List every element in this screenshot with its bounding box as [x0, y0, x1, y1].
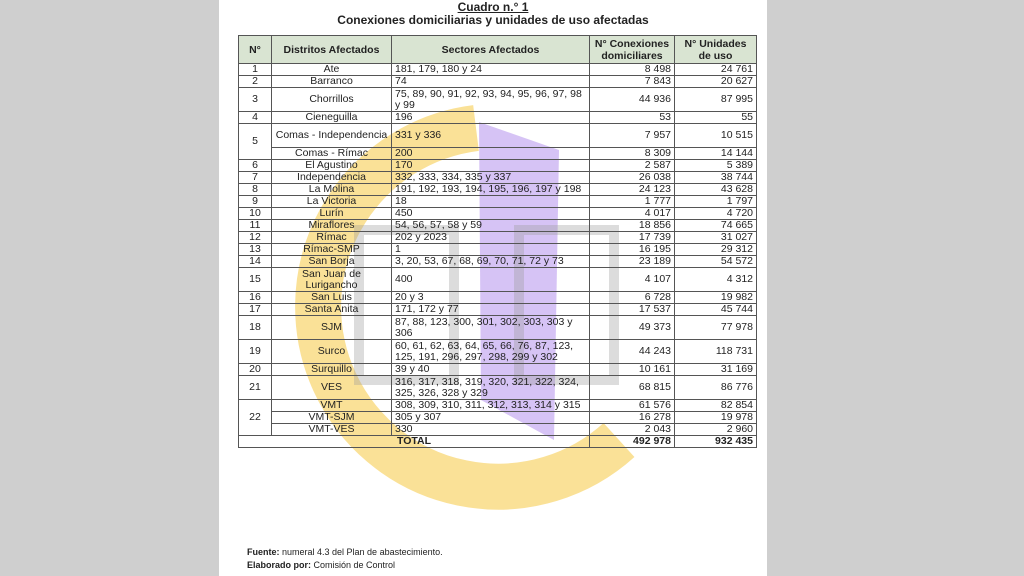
row-units: 19 982	[675, 292, 757, 304]
row-number: 20	[239, 364, 272, 376]
row-sectors: 316, 317, 318, 319, 320, 321, 322, 324, 325, 326, 328 y 329	[392, 376, 590, 400]
row-sectors: 74	[392, 76, 590, 88]
row-district: SJM	[272, 316, 392, 340]
row-units: 43 628	[675, 184, 757, 196]
document-page	[219, 0, 767, 576]
table-row	[239, 412, 757, 424]
row-units: 54 572	[675, 256, 757, 268]
table-body	[239, 64, 757, 448]
table-row	[239, 88, 757, 112]
row-number: 9	[239, 196, 272, 208]
row-units: 4 720	[675, 208, 757, 220]
table-row	[239, 112, 757, 124]
table-header-row	[239, 36, 757, 64]
row-number: 21	[239, 376, 272, 400]
row-number: 15	[239, 268, 272, 292]
table-row	[239, 268, 757, 292]
row-number: 2	[239, 76, 272, 88]
header-district: Distritos Afectados	[272, 36, 392, 64]
row-sectors: 18	[392, 196, 590, 208]
row-sectors: 181, 179, 180 y 24	[392, 64, 590, 76]
table-row	[239, 172, 757, 184]
row-sectors: 332, 333, 334, 335 y 337	[392, 172, 590, 184]
row-district: Cieneguilla	[272, 112, 392, 124]
row-sectors: 1	[392, 244, 590, 256]
row-number: 12	[239, 232, 272, 244]
row-district: Ate	[272, 64, 392, 76]
row-connections: 4 017	[590, 208, 675, 220]
row-number: 4	[239, 112, 272, 124]
row-units: 74 665	[675, 220, 757, 232]
row-connections: 68 815	[590, 376, 675, 400]
total-row	[239, 436, 757, 448]
table-row	[239, 376, 757, 400]
row-connections: 8 498	[590, 64, 675, 76]
row-district: San Juan de Lurigancho	[272, 268, 392, 292]
table-subtitle: Conexiones domiciliarias y unidades de uso afectadas	[337, 13, 649, 27]
row-district: Comas - Rímac	[272, 148, 392, 160]
table-row	[239, 340, 757, 364]
table-row	[239, 364, 757, 376]
row-sectors: 54, 56, 57, 58 y 59	[392, 220, 590, 232]
row-connections: 2 043	[590, 424, 675, 436]
row-sectors: 196	[392, 112, 590, 124]
table-row	[239, 64, 757, 76]
table-row	[239, 304, 757, 316]
row-district: VES	[272, 376, 392, 400]
table-row	[239, 316, 757, 340]
row-connections: 4 107	[590, 268, 675, 292]
row-units: 5 389	[675, 160, 757, 172]
table-row	[239, 160, 757, 172]
row-connections: 49 373	[590, 316, 675, 340]
row-units: 31 169	[675, 364, 757, 376]
row-units: 20 627	[675, 76, 757, 88]
row-units: 14 144	[675, 148, 757, 160]
row-number: 17	[239, 304, 272, 316]
row-connections: 44 243	[590, 340, 675, 364]
table-row	[239, 208, 757, 220]
row-sectors: 87, 88, 123, 300, 301, 302, 303, 303 y 306	[392, 316, 590, 340]
row-connections: 10 161	[590, 364, 675, 376]
row-district: Barranco	[272, 76, 392, 88]
row-district: Rímac	[272, 232, 392, 244]
row-number: 5	[239, 124, 272, 160]
row-district: VMT-VES	[272, 424, 392, 436]
table-row	[239, 244, 757, 256]
row-units: 77 978	[675, 316, 757, 340]
row-number: 10	[239, 208, 272, 220]
row-connections: 44 936	[590, 88, 675, 112]
row-sectors: 75, 89, 90, 91, 92, 93, 94, 95, 96, 97, 98 y 99	[392, 88, 590, 112]
row-district: Comas - Independencia	[272, 124, 392, 148]
row-connections: 7 957	[590, 124, 675, 148]
row-units: 31 027	[675, 232, 757, 244]
row-units: 24 761	[675, 64, 757, 76]
row-connections: 1 777	[590, 196, 675, 208]
row-connections: 7 843	[590, 76, 675, 88]
row-units: 82 854	[675, 400, 757, 412]
row-district: VMT	[272, 400, 392, 412]
header-sectors: Sectores Afectados	[392, 36, 590, 64]
source-note: Fuente: numeral 4.3 del Plan de abastecimiento.	[247, 547, 443, 557]
row-sectors: 308, 309, 310, 311, 312, 313, 314 y 315	[392, 400, 590, 412]
row-units: 4 312	[675, 268, 757, 292]
row-district: Rímac-SMP	[272, 244, 392, 256]
row-connections: 24 123	[590, 184, 675, 196]
row-connections: 26 038	[590, 172, 675, 184]
row-sectors: 20 y 3	[392, 292, 590, 304]
row-units: 86 776	[675, 376, 757, 400]
row-sectors: 400	[392, 268, 590, 292]
row-district: El Agustino	[272, 160, 392, 172]
total-units: 932 435	[675, 436, 757, 448]
row-connections: 17 537	[590, 304, 675, 316]
row-district: Chorrillos	[272, 88, 392, 112]
table-row	[239, 184, 757, 196]
row-sectors: 450	[392, 208, 590, 220]
row-district: Surco	[272, 340, 392, 364]
row-sectors: 39 y 40	[392, 364, 590, 376]
row-units: 29 312	[675, 244, 757, 256]
row-connections: 6 728	[590, 292, 675, 304]
row-number: 18	[239, 316, 272, 340]
row-units: 38 744	[675, 172, 757, 184]
row-sectors: 200	[392, 148, 590, 160]
row-district: San Luis	[272, 292, 392, 304]
header-connections: N° Conexiones domiciliares	[590, 36, 675, 64]
table-row	[239, 424, 757, 436]
row-units: 45 744	[675, 304, 757, 316]
total-connections: 492 978	[590, 436, 675, 448]
row-sectors: 202 y 2023	[392, 232, 590, 244]
row-units: 1 797	[675, 196, 757, 208]
row-number: 6	[239, 160, 272, 172]
row-connections: 23 189	[590, 256, 675, 268]
row-district: VMT-SJM	[272, 412, 392, 424]
row-units: 55	[675, 112, 757, 124]
table-row	[239, 196, 757, 208]
table-title: Cuadro n.° 1	[457, 0, 529, 14]
row-number: 8	[239, 184, 272, 196]
row-connections: 61 576	[590, 400, 675, 412]
row-number: 1	[239, 64, 272, 76]
header-units: N° Unidades de uso	[675, 36, 757, 64]
affected-table	[238, 35, 757, 448]
row-sectors: 171, 172 y 77	[392, 304, 590, 316]
row-units: 87 995	[675, 88, 757, 112]
prepared-note: Elaborado por: Comisión de Control	[247, 560, 396, 570]
row-sectors: 330	[392, 424, 590, 436]
table-row	[239, 76, 757, 88]
table-row	[239, 400, 757, 412]
table-row	[239, 124, 757, 148]
row-number: 3	[239, 88, 272, 112]
row-units: 19 978	[675, 412, 757, 424]
row-number: 11	[239, 220, 272, 232]
table-row	[239, 220, 757, 232]
row-connections: 16 195	[590, 244, 675, 256]
header-number: N°	[239, 36, 272, 64]
row-sectors: 170	[392, 160, 590, 172]
row-number: 19	[239, 340, 272, 364]
row-number: 7	[239, 172, 272, 184]
row-connections: 8 309	[590, 148, 675, 160]
row-district: Santa Anita	[272, 304, 392, 316]
row-district: Independencia	[272, 172, 392, 184]
row-units: 2 960	[675, 424, 757, 436]
table-row	[239, 256, 757, 268]
row-units: 118 731	[675, 340, 757, 364]
row-sectors: 305 y 307	[392, 412, 590, 424]
table-row	[239, 148, 757, 160]
row-sectors: 191, 192, 193, 194, 195, 196, 197 y 198	[392, 184, 590, 196]
table-row	[239, 232, 757, 244]
row-sectors: 331 y 336	[392, 124, 590, 148]
row-connections: 53	[590, 112, 675, 124]
table-row	[239, 292, 757, 304]
row-number: 22	[239, 400, 272, 436]
row-connections: 16 278	[590, 412, 675, 424]
row-sectors: 3, 20, 53, 67, 68, 69, 70, 71, 72 y 73	[392, 256, 590, 268]
row-district: Surquillo	[272, 364, 392, 376]
total-label: TOTAL	[239, 436, 590, 448]
row-number: 14	[239, 256, 272, 268]
row-connections: 17 739	[590, 232, 675, 244]
row-connections: 2 587	[590, 160, 675, 172]
row-district: Lurín	[272, 208, 392, 220]
row-units: 10 515	[675, 124, 757, 148]
row-district: La Victoria	[272, 196, 392, 208]
row-district: Miraflores	[272, 220, 392, 232]
row-number: 13	[239, 244, 272, 256]
row-number: 16	[239, 292, 272, 304]
row-district: San Borja	[272, 256, 392, 268]
row-connections: 18 856	[590, 220, 675, 232]
row-sectors: 60, 61, 62, 63, 64, 65, 66, 76, 87, 123, 125, 191, 296, 297, 298, 299 y 302	[392, 340, 590, 364]
row-district: La Molina	[272, 184, 392, 196]
